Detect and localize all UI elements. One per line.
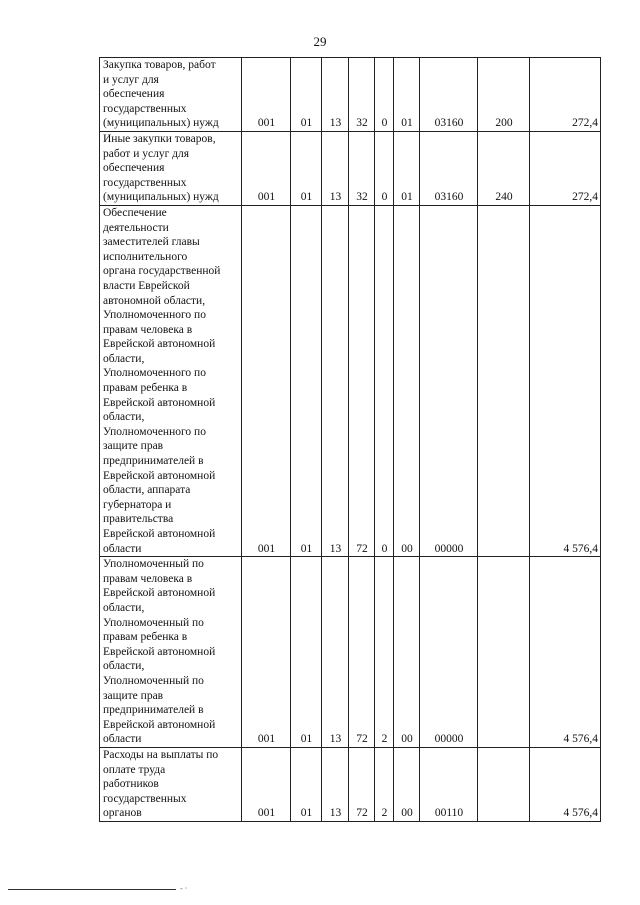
row-name-line: Еврейской автономной: [103, 338, 216, 351]
event-code-cell: 00: [394, 557, 420, 748]
row-name-line: власти Еврейской: [103, 279, 190, 292]
subprogram-code-cell: 0: [375, 58, 394, 132]
subsection-code-cell: 13: [322, 131, 349, 205]
row-name-line: государственных: [103, 792, 187, 805]
row-name-line: Еврейской автономной: [103, 587, 216, 600]
section-code-cell: 01: [291, 557, 322, 748]
row-name-line: Уполномоченный по: [103, 674, 204, 687]
footer-mark: - ·: [180, 884, 188, 893]
row-name-line: области,: [103, 660, 145, 673]
amount-cell: 272,4: [530, 131, 601, 205]
table-row: [100, 557, 601, 748]
row-name-line: области, аппарата: [103, 484, 191, 497]
table-row: [100, 205, 601, 556]
direction-code-cell: 00000: [420, 205, 478, 556]
program-code-cell: 72: [349, 205, 375, 556]
row-name-line: предпринимателей в: [103, 704, 204, 717]
row-name-line: оплате труда: [103, 763, 166, 776]
row-name-line: обеспечения: [103, 162, 165, 175]
row-name-line: Уполномоченного по: [103, 309, 206, 322]
expense-type-code-cell: [478, 557, 530, 748]
row-name-line: и услуг для: [103, 73, 159, 86]
expense-type-code-cell: 200: [478, 58, 530, 132]
row-name-line: заместителей главы: [103, 236, 200, 249]
subsection-code-cell: 13: [322, 205, 349, 556]
table-row: [100, 747, 601, 821]
subprogram-code-cell: 0: [375, 131, 394, 205]
row-name-line: государственных: [103, 102, 187, 115]
row-name-cell: [100, 557, 242, 748]
direction-code-cell: 00110: [420, 747, 478, 821]
amount-cell: 272,4: [530, 58, 601, 132]
section-code-cell: 01: [291, 747, 322, 821]
row-name-line: Уполномоченный по: [103, 616, 204, 629]
row-name-line: (муниципальных) нужд: [103, 191, 219, 204]
table-row: [100, 58, 601, 132]
row-name-line: Еврейской автономной: [103, 528, 216, 540]
row-name-line: Закупка товаров, работ: [103, 59, 216, 71]
subprogram-code-cell: 2: [375, 557, 394, 748]
row-name-line: органа государственной: [103, 265, 221, 278]
row-name-line: защите прав: [103, 689, 164, 702]
row-name-line: деятельности: [103, 221, 169, 234]
program-code-cell: 72: [349, 747, 375, 821]
grbs-code-cell: 001: [242, 58, 291, 132]
row-name-line: (муниципальных) нужд: [103, 117, 219, 130]
row-name-line: области: [103, 733, 142, 746]
event-code-cell: 01: [394, 131, 420, 205]
row-name-line: Обеспечение: [103, 206, 167, 219]
row-name-line: Уполномоченный по: [103, 558, 204, 571]
row-name-line: защите прав: [103, 440, 164, 453]
grbs-code-cell: 001: [242, 747, 291, 821]
row-name-line: области,: [103, 601, 145, 614]
section-code-cell: 01: [291, 131, 322, 205]
footer-rule: [8, 889, 176, 890]
row-name-line: области: [103, 542, 142, 555]
program-code-cell: 32: [349, 131, 375, 205]
event-code-cell: 00: [394, 205, 420, 556]
event-code-cell: 00: [394, 747, 420, 821]
page-number: 29: [313, 34, 327, 49]
row-name-line: правам ребенка в: [103, 382, 188, 395]
row-name-line: исполнительного: [103, 250, 188, 263]
row-name-line: области,: [103, 411, 145, 424]
row-name-line: правам человека в: [103, 323, 193, 336]
row-name-line: правам человека в: [103, 572, 193, 585]
row-name-line: автономной области,: [103, 294, 206, 307]
row-name-cell: [100, 747, 242, 821]
row-name-cell: [100, 131, 242, 205]
event-code-cell: 01: [394, 58, 420, 132]
program-code-cell: 32: [349, 58, 375, 132]
expense-type-code-cell: [478, 205, 530, 556]
direction-code-cell: 03160: [420, 58, 478, 132]
grbs-code-cell: 001: [242, 205, 291, 556]
amount-cell: 4 576,4: [530, 747, 601, 821]
row-name-line: работ и услуг для: [103, 147, 190, 160]
row-name-line: области,: [103, 352, 145, 365]
row-name-line: Еврейской автономной: [103, 469, 216, 482]
subsection-code-cell: 13: [322, 557, 349, 748]
grbs-code-cell: 001: [242, 557, 291, 748]
section-code-cell: 01: [291, 58, 322, 132]
row-name-cell: [100, 205, 242, 556]
row-name-line: Уполномоченного по: [103, 367, 206, 380]
row-name-line: органов: [103, 807, 142, 820]
subsection-code-cell: 13: [322, 58, 349, 132]
row-name-line: Еврейской автономной: [103, 718, 216, 731]
row-name-line: предпринимателей в: [103, 455, 204, 468]
direction-code-cell: 00000: [420, 557, 478, 748]
row-name-line: губернатора и: [103, 498, 172, 511]
amount-cell: 4 576,4: [530, 557, 601, 748]
row-name-line: обеспечения: [103, 88, 165, 101]
row-name-line: государственных: [103, 176, 187, 189]
amount-cell: 4 576,4: [530, 205, 601, 556]
program-code-cell: 72: [349, 557, 375, 748]
row-name-cell: [100, 58, 242, 132]
direction-code-cell: 03160: [420, 131, 478, 205]
budget-table: [99, 57, 601, 822]
expense-type-code-cell: [478, 747, 530, 821]
table-row: [100, 131, 601, 205]
row-name-line: Иные закупки товаров,: [103, 132, 216, 145]
row-name-line: правам ребенка в: [103, 631, 188, 644]
row-name-line: Еврейской автономной: [103, 645, 216, 658]
section-code-cell: 01: [291, 205, 322, 556]
row-name-line: Расходы на выплаты по: [103, 748, 219, 761]
budget-table-body: [100, 58, 601, 822]
subprogram-code-cell: 2: [375, 747, 394, 821]
grbs-code-cell: 001: [242, 131, 291, 205]
subprogram-code-cell: 0: [375, 205, 394, 556]
row-name-line: Еврейской автономной: [103, 396, 216, 409]
row-name-line: Уполномоченного по: [103, 425, 206, 438]
subsection-code-cell: 13: [322, 747, 349, 821]
row-name-line: правительства: [103, 513, 174, 526]
row-name-line: работников: [103, 778, 159, 791]
expense-type-code-cell: 240: [478, 131, 530, 205]
